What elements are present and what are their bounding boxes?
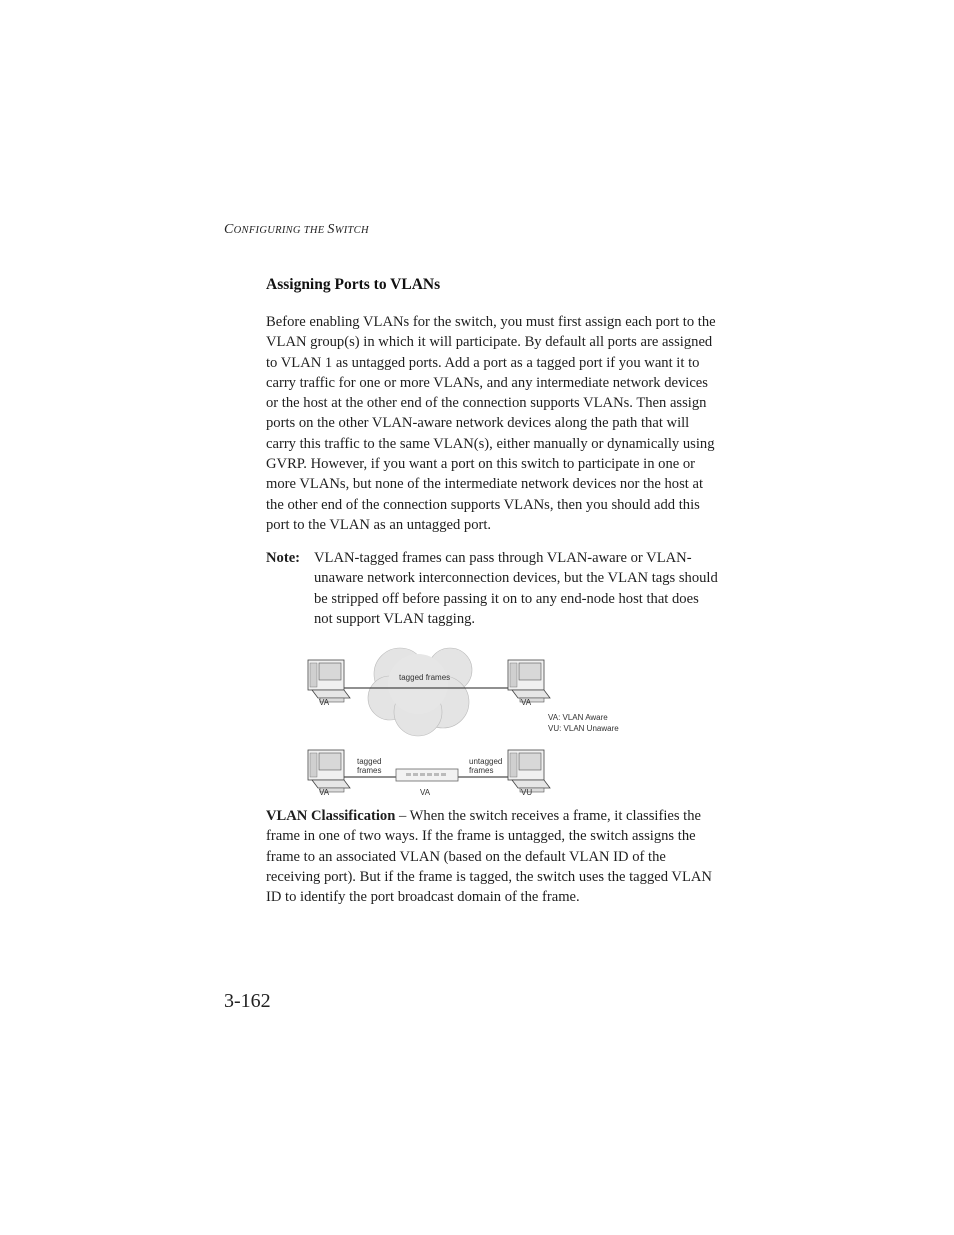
legend-vu: VU: VLAN Unaware xyxy=(548,724,619,733)
bottom-middle-label: VA xyxy=(420,788,431,797)
computer-top-left-icon xyxy=(308,660,350,702)
intro-paragraph: Before enabling VLANs for the switch, you must first assign each port to the VLAN group(s) in which it will participate. By default all ports are assigned to VLAN 1 as untagged ports. Add a port as a tagged port if you want it to carry traffic for one or more VLANs, and any intermediate network devices or the host at the other end of the connection supports VLANs. Then assign ports on the other VLAN-aware network devices along the path that will carry this traffic to the same VLAN(s), either manually or dynamically using GVRP. However, if you want a port on this switch to participate in one or more VLANs, but none of the intermediate network devices nor the host at the other end of the connection supports VLANs, then you should add this port to the VLAN as an untagged port. xyxy=(266,314,716,533)
computer-bottom-right-icon xyxy=(508,750,550,792)
running-head-part2: WITCH xyxy=(334,225,369,236)
page-number: 3-162 xyxy=(224,990,271,1012)
running-head xyxy=(224,222,369,238)
section-title: Assigning Ports to VLANs xyxy=(266,276,441,293)
untagged-frames-line1: untagged xyxy=(469,757,503,766)
top-left-label: VA xyxy=(319,698,330,707)
running-head-initial-s: S xyxy=(327,222,335,237)
running-head-part1: ONFIGURING THE xyxy=(233,225,328,236)
switch-icon xyxy=(396,769,458,781)
note-text: VLAN-tagged frames can pass through VLAN-aware or VLAN-unaware network interconnection devices, but the VLAN tags should be stripped off before passing it on to any end-node host that does not support VLAN tagging. xyxy=(314,550,718,627)
cloud-shape xyxy=(368,648,472,736)
top-right-label: VA xyxy=(521,698,532,707)
classification-term: VLAN Classification xyxy=(266,808,396,824)
bottom-left-label: VA xyxy=(319,788,330,797)
tagged-frames-line2: frames xyxy=(357,766,382,775)
classification-paragraph xyxy=(266,806,718,907)
legend-va: VA: VLAN Aware xyxy=(548,713,608,722)
bottom-right-label: VU xyxy=(521,788,533,797)
cloud-label: tagged frames xyxy=(399,673,451,682)
computer-bottom-left-icon xyxy=(308,750,350,792)
classification-text: – When the switch receives a frame, it classifies the frame in one of two ways. If the frame is untagged, the switch assigns the frame to an associated VLAN (based on the default VLAN ID of the receiving port). But if the frame is tagged, the switch uses the tagged VLAN ID to identify the port broadcast domain of the frame. xyxy=(266,808,712,906)
computer-top-right-icon xyxy=(508,660,550,702)
running-head-initial-c: C xyxy=(224,222,234,237)
vlan-diagram xyxy=(300,640,660,800)
untagged-frames-line2: frames xyxy=(469,766,494,775)
tagged-frames-line1: tagged xyxy=(357,757,382,766)
note-block xyxy=(266,548,718,629)
note-label: Note: xyxy=(266,550,301,566)
